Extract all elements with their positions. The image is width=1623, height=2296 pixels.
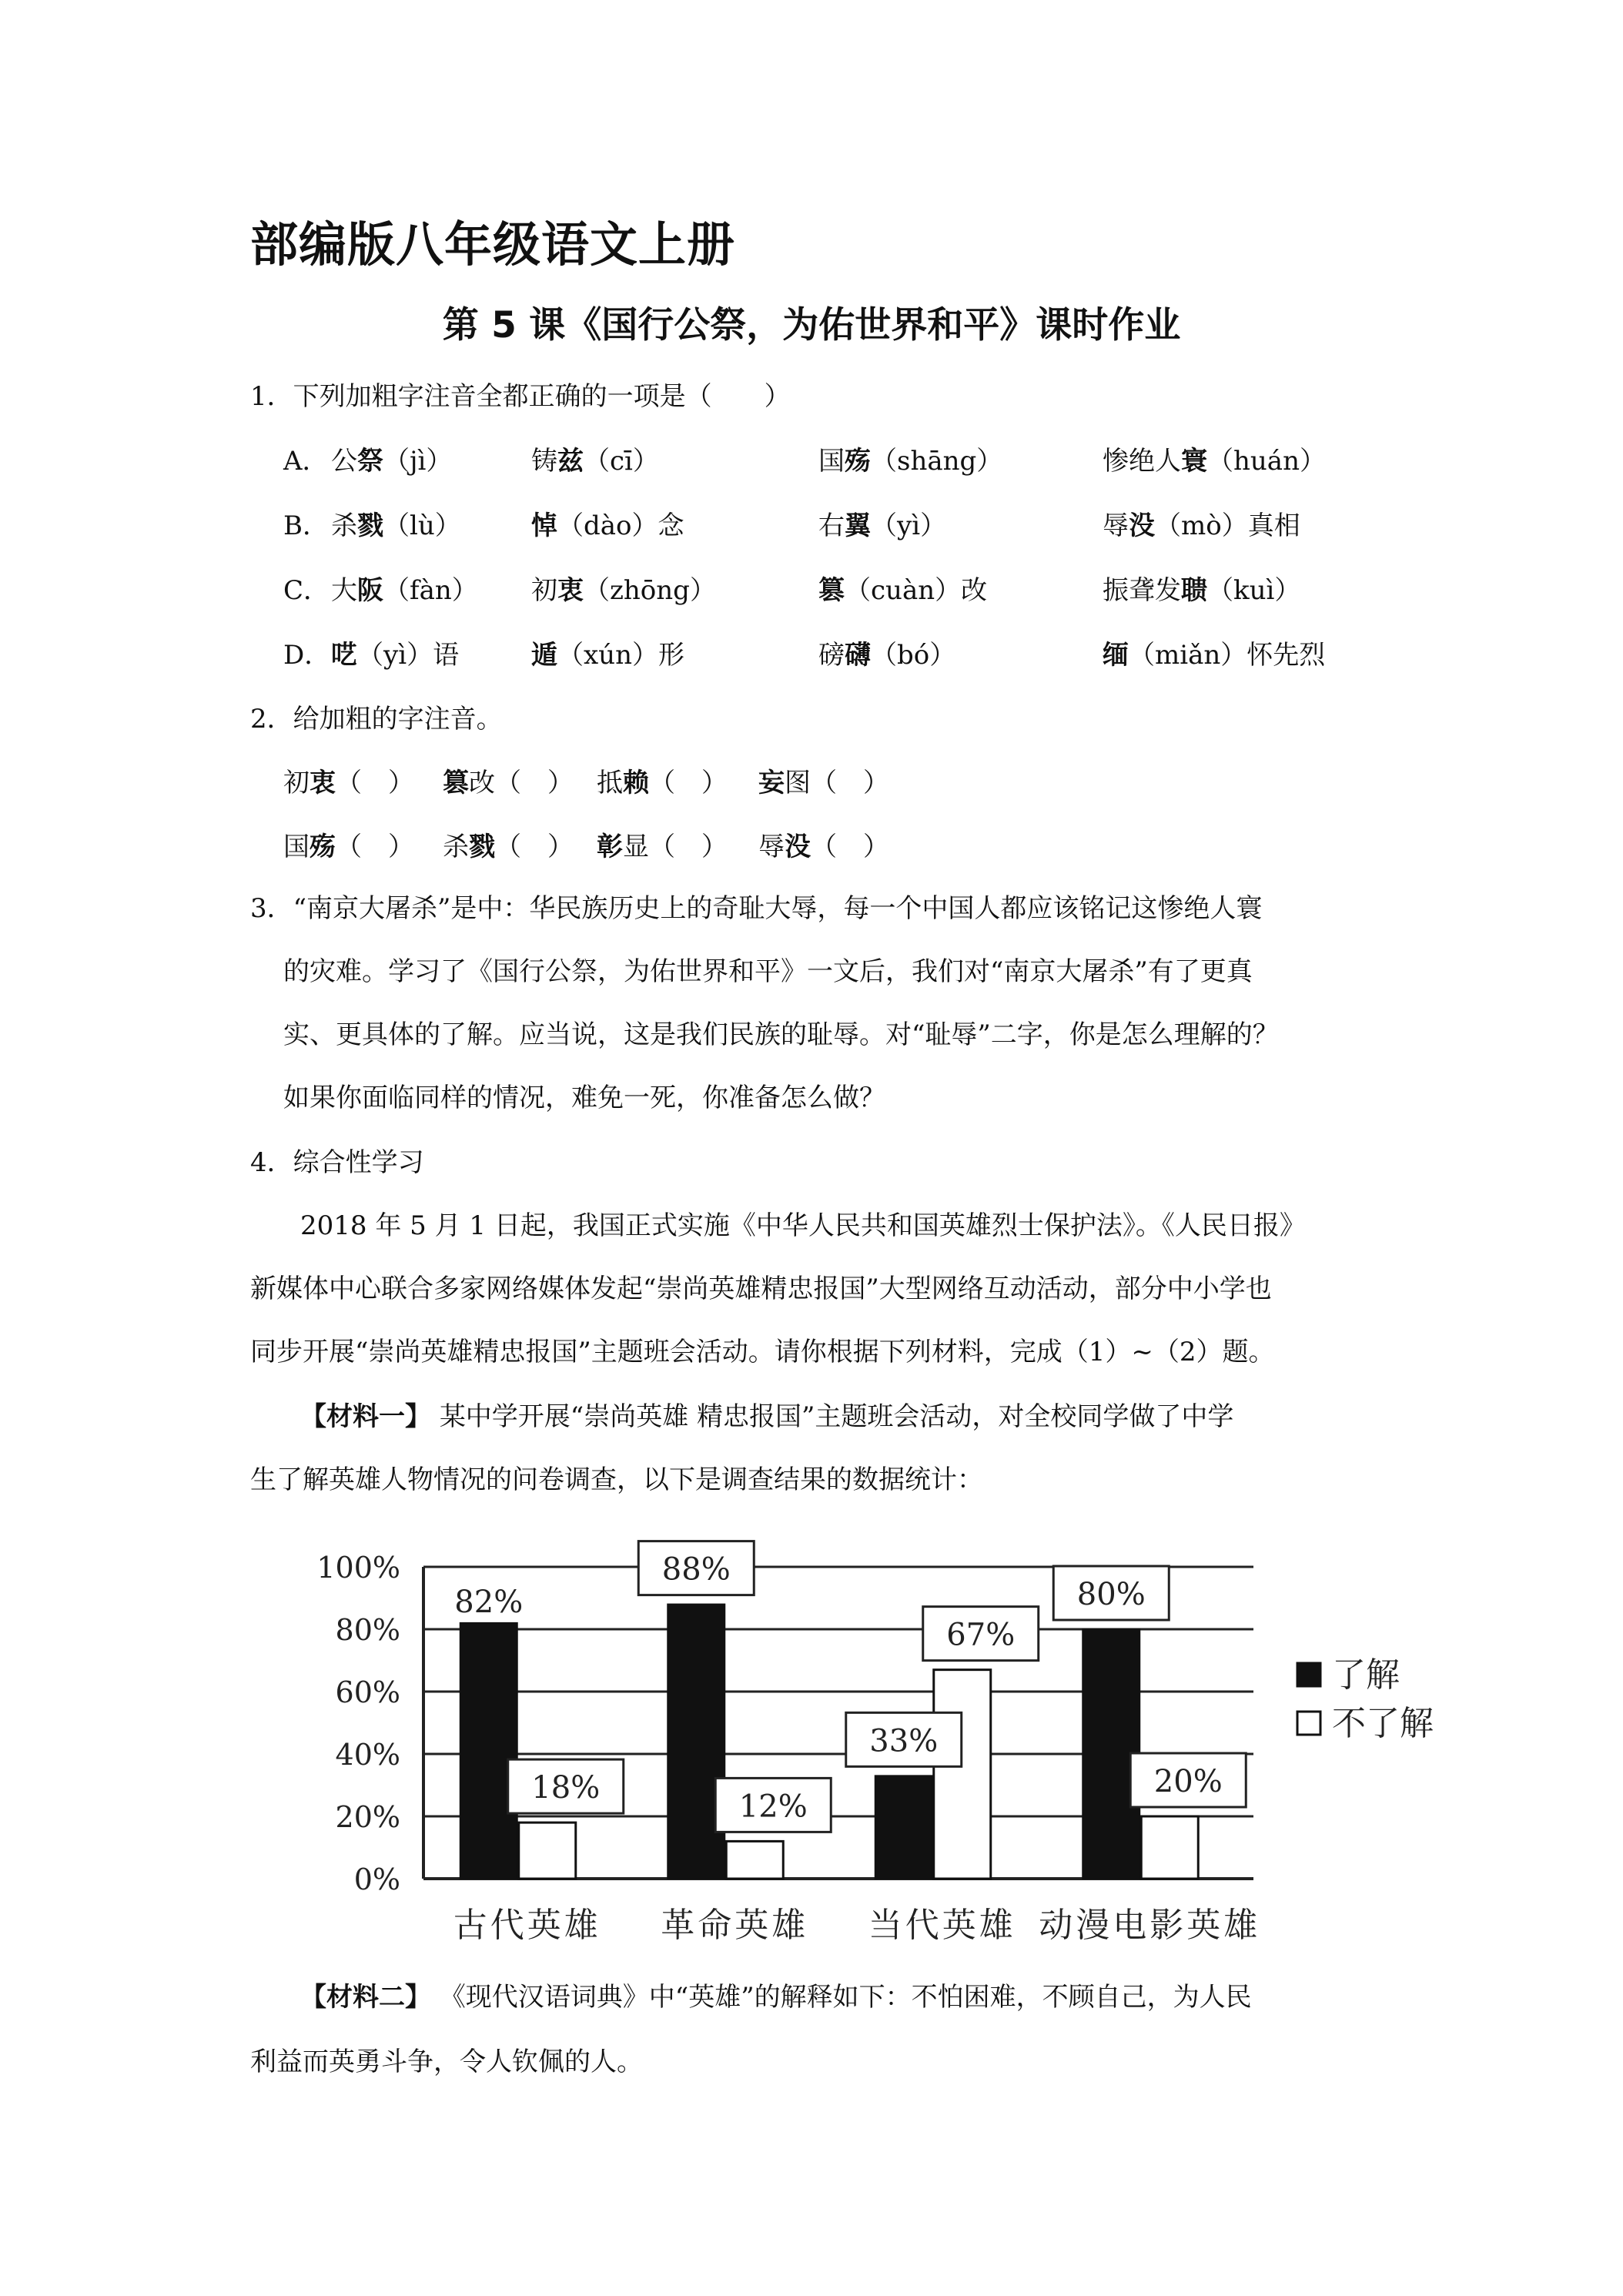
- bar-not-know: [519, 1822, 576, 1879]
- legend-swatch: [1297, 1663, 1320, 1686]
- pinyin-blank-item-pre: 初: [283, 768, 310, 798]
- option-item: [531, 574, 716, 607]
- document-title: 部编版八年级语文上册: [250, 216, 736, 273]
- option-item-pre: 初: [531, 575, 557, 606]
- option-item: [1103, 509, 1300, 543]
- option-item-bold-char: 没: [1129, 510, 1155, 541]
- option-letter: B．: [283, 510, 329, 541]
- option-item-bold-char: 篡: [818, 575, 845, 606]
- bar-know: [460, 1623, 517, 1879]
- option-item-pre: 公: [331, 446, 357, 477]
- pinyin-blank-item: [443, 830, 574, 864]
- material-2-label: 【材料二】: [300, 1982, 431, 2013]
- option-item-pre: 右: [818, 510, 845, 541]
- pinyin-blank-item-pre: 杀: [443, 832, 469, 862]
- option-item-bold-char: 聩: [1181, 575, 1207, 606]
- option-item: [331, 574, 478, 607]
- option-item: [531, 638, 684, 672]
- option-item: [818, 444, 1002, 478]
- option-item-post: （dào）念: [557, 510, 684, 541]
- option-item-post: （huán）: [1207, 446, 1326, 477]
- option-item-post: （yì）语: [357, 640, 460, 671]
- pinyin-blank-item-post: （ ）: [811, 832, 889, 862]
- option-item: [818, 574, 987, 607]
- option-letter: C．: [283, 575, 330, 606]
- hero-awareness-bar-chart: [293, 1528, 1463, 1956]
- option-item: [331, 509, 461, 543]
- y-tick-label: 20%: [335, 1800, 400, 1834]
- pinyin-blank-item-bold-char: 戮: [469, 832, 495, 862]
- y-tick-label: 40%: [335, 1738, 400, 1772]
- pinyin-blank-item: [283, 830, 414, 864]
- option-item-bold-char: 悼: [531, 510, 557, 541]
- option-item: [1103, 638, 1325, 672]
- option-item-post: （jì）: [383, 446, 453, 477]
- pinyin-blank-item-post: （ ）: [336, 832, 414, 862]
- option-item-post: （yì）: [871, 510, 947, 541]
- data-label: 33%: [869, 1723, 939, 1759]
- data-label: 88%: [661, 1551, 731, 1588]
- option-item: [331, 638, 459, 672]
- option-item: [818, 638, 955, 672]
- option-item: [1103, 574, 1300, 607]
- option-item-pre: 辱: [1103, 510, 1129, 541]
- option-item-bold-char: 寰: [1181, 446, 1207, 477]
- y-tick-label: 80%: [335, 1613, 400, 1647]
- option-item-bold-char: 呓: [331, 640, 357, 671]
- pinyin-blank-item: [597, 830, 728, 864]
- option-item-post: （cuàn）改: [845, 575, 988, 606]
- pinyin-blank-item-bold-char: 没: [785, 832, 811, 862]
- option-letter: A．: [283, 446, 329, 477]
- data-label: 82%: [454, 1584, 524, 1620]
- question-3-line-4: 如果你面临同样的情况，难免一死，你准备怎么做？: [283, 1083, 885, 1113]
- x-category-label: 动漫电影英雄: [1039, 1906, 1261, 1945]
- bar-not-know: [934, 1670, 991, 1879]
- option-item-pre: 磅: [818, 640, 845, 671]
- question-3-line-3: 实、更具体的了解。应当说，这是我们民族的耻辱。对“耻辱”二字，你是怎么理解的？: [283, 1019, 1279, 1050]
- bar-know: [668, 1605, 724, 1879]
- pinyin-blank-item-pre: 国: [283, 832, 310, 862]
- y-tick-label: 0%: [353, 1863, 400, 1896]
- x-category-label: 当代英雄: [868, 1906, 1016, 1945]
- pinyin-blank-item-post: （ ）: [336, 768, 414, 798]
- option-item: [331, 444, 452, 478]
- pinyin-blank-item-bold-char: 彰: [597, 832, 623, 862]
- material-1-text: 某中学开展“崇尚英雄 精忠报国”主题班会活动，对全校同学做了中学: [439, 1401, 1234, 1432]
- pinyin-blank-item-bold-char: 殇: [310, 832, 336, 862]
- pinyin-blank-item-bold-char: 篡: [443, 768, 469, 798]
- legend-label: 了解: [1332, 1655, 1400, 1695]
- pinyin-blank-item-bold-char: 赖: [623, 768, 649, 798]
- x-category-label: 革命英雄: [661, 1906, 809, 1945]
- question-2-stem: 2．给加粗的字注音。: [250, 704, 503, 735]
- option-item-bold-char: 阪: [357, 575, 383, 606]
- y-tick-label: 60%: [335, 1675, 400, 1709]
- material-1-line-2: 生了解英雄人物情况的问卷调查，以下是调查结果的数据统计：: [250, 1464, 983, 1495]
- option-item-post: （bó）: [871, 640, 956, 671]
- option-item-pre: 振聋发: [1103, 575, 1181, 606]
- option-item-post: （cī）: [584, 446, 659, 477]
- option-item-bold-char: 兹: [557, 446, 584, 477]
- pinyin-blank-item: [758, 766, 889, 800]
- option-letter: D．: [283, 640, 331, 671]
- pinyin-blank-item: [443, 766, 574, 800]
- option-item-bold-char: 戮: [357, 510, 383, 541]
- x-category-label: 古代英雄: [453, 1906, 601, 1945]
- option-item-post: （shāng）: [871, 446, 1003, 477]
- option-item-post: （kuì）: [1207, 575, 1301, 606]
- data-label: 67%: [946, 1617, 1016, 1653]
- option-item-post: （zhōng）: [584, 575, 716, 606]
- option-item: [818, 509, 946, 543]
- pinyin-blank-item-post: 改（ ）: [469, 768, 574, 798]
- question-4-intro-line-2: 新媒体中心联合多家网络媒体发起“崇尚英雄精忠报国”大型网络互动活动，部分中小学也: [250, 1274, 1272, 1304]
- option-item-post: （xún）形: [557, 640, 684, 671]
- pinyin-blank-item-post: 显（ ）: [623, 832, 728, 862]
- pinyin-blank-item: [283, 766, 414, 800]
- option-item-bold-char: 翼: [845, 510, 871, 541]
- bar-not-know: [726, 1841, 783, 1879]
- material-1-label: 【材料一】: [300, 1401, 431, 1432]
- question-3-line-2: 的灾难。学习了《国行公祭，为佑世界和平》一文后，我们对“南京大屠杀”有了更真: [283, 956, 1253, 987]
- y-tick-label: 100%: [316, 1551, 400, 1585]
- legend-swatch: [1297, 1712, 1320, 1735]
- pinyin-blank-item-post: 图（ ）: [785, 768, 889, 798]
- option-item-pre: 杀: [331, 510, 357, 541]
- option-item: [531, 444, 659, 478]
- option-item-bold-char: 礴: [845, 640, 871, 671]
- option-item-bold-char: 缅: [1103, 640, 1129, 671]
- question-4-intro-line-3: 同步开展“崇尚英雄精忠报国”主题班会活动。请你根据下列材料，完成（1）~（2）题。: [250, 1337, 1275, 1367]
- lesson-subtitle: 第 5 课《国行公祭，为佑世界和平》课时作业: [442, 304, 1181, 346]
- option-item-pre: 铸: [531, 446, 557, 477]
- pinyin-blank-item: [758, 830, 889, 864]
- pinyin-blank-item-post: （ ）: [495, 832, 574, 862]
- legend-label: 不了解: [1332, 1704, 1434, 1743]
- question-4-heading: 4．综合性学习: [250, 1147, 424, 1178]
- data-label: 20%: [1153, 1764, 1223, 1799]
- question-1-stem: 1．下列加粗字注音全都正确的一项是（ ）: [250, 381, 791, 412]
- bar-know: [875, 1776, 932, 1879]
- option-item: [531, 509, 684, 543]
- data-label: 12%: [738, 1789, 808, 1825]
- pinyin-blank-item-bold-char: 衷: [310, 768, 336, 798]
- bar-not-know: [1141, 1816, 1198, 1879]
- option-item-bold-char: 祭: [357, 446, 383, 477]
- material-2-text: 《现代汉语词典》中“英雄”的解释如下：不怕困难，不顾自己，为人民: [439, 1982, 1252, 2013]
- question-3-line-1: 3．“南京大屠杀”是中：华民族历史上的奇耻大辱，每一个中国人都应该铭记这惨绝人寰: [250, 893, 1263, 924]
- pinyin-blank-item: [597, 766, 728, 800]
- option-item-post: （fàn）: [383, 575, 478, 606]
- option-item-pre: 大: [331, 575, 357, 606]
- option-item: [1103, 444, 1326, 478]
- option-item-pre: 惨绝人: [1103, 446, 1181, 477]
- option-item-pre: 国: [818, 446, 845, 477]
- material-2-line-2: 利益而英勇斗争，令人钦佩的人。: [250, 2047, 643, 2077]
- option-item-post: （miǎn）怀先烈: [1129, 640, 1326, 671]
- material-1-line-1: [300, 1400, 1233, 1434]
- question-4-intro-line-1: 2018 年 5 月 1 日起，我国正式实施《中华人民共和国英雄烈士保护法》。《人民日报》: [300, 1210, 1306, 1241]
- material-2-line-1: [300, 1980, 1252, 2014]
- option-item-bold-char: 衷: [557, 575, 584, 606]
- pinyin-blank-item-post: （ ）: [649, 768, 728, 798]
- data-label: 18%: [531, 1770, 601, 1806]
- pinyin-blank-item-pre: 辱: [758, 832, 785, 862]
- option-item-bold-char: 遁: [531, 640, 557, 671]
- pinyin-blank-item-pre: 抵: [597, 768, 623, 798]
- pinyin-blank-item-bold-char: 妄: [758, 768, 785, 798]
- option-item-post: （lù）: [383, 510, 461, 541]
- option-item-bold-char: 殇: [845, 446, 871, 477]
- data-label: 80%: [1076, 1577, 1146, 1612]
- option-item-post: （mò）真相: [1155, 510, 1300, 541]
